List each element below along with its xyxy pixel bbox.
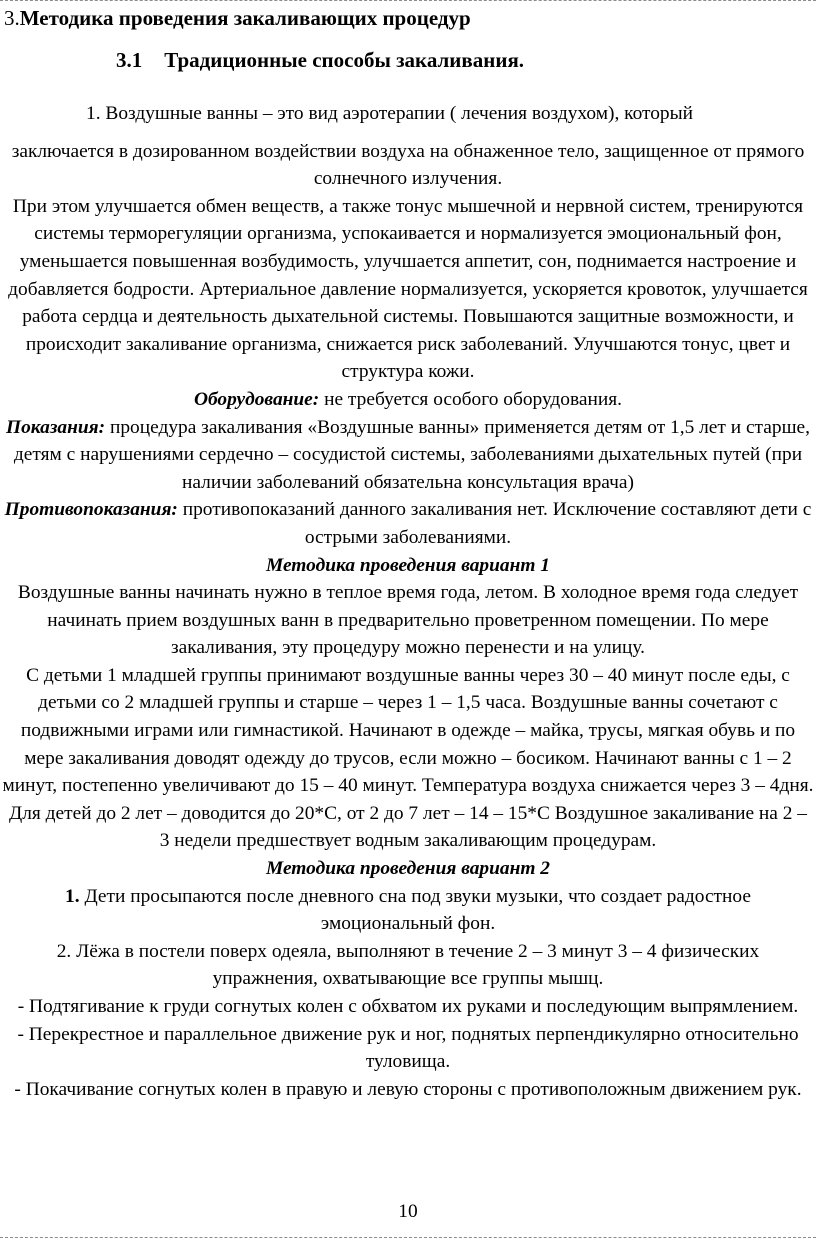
page-top-edge (0, 0, 816, 1)
benefits-paragraph: При этом улучшается обмен веществ, а также тонус мышечной и нервной систем, тренируются системы терморегуляции организма, успокаивается и нормализуется эмоциональный фон, уменьшается повышенная возбудимость, улучшается аппетит, сон, поднимается настроение и добавляется бодрости. Артериальное давление нормализуется, ускоряется кровоток, улучшается работа сердца и деятельность дыхательной системы. Повышаются защитные возможности, и происходит закаливание организма, снижается риск заболеваний. Улучшаются тонус, цвет и структура кожи. (8, 195, 808, 383)
air-baths-intro-line: 1. Воздушные ванны – это вид аэротерапии ( лечения воздухом), который (86, 103, 694, 124)
method1-paragraph-2: С детьми 1 младшей группы принимают воздушные ванны через 30 – 40 минут после еды, с детьми со 2 младшей группы и старше – через 1 – 1,5 часа. Воздушные ванны сочетают с подвижными играми или гимнастикой. Начинают в одежде – майка, трусы, мягкая обувь и по мере закаливания доводят одежду до трусов, если можно – босиком. Начинают ванны с 1 – 2 минут, постепенно увеличивают до 15 – 40 минут. Температура воздуха снижается через 3 – 4дня. Для детей до 2 лет – доводится до 20*С, от 2 до 7 лет – 14 – 15*С Воздушное закаливание на 2 – 3 недели предшествует водным закаливающим процедурам. (2, 664, 814, 852)
method2-title: Методика проведения вариант 2 (265, 858, 550, 880)
section-heading (4, 5, 471, 31)
body-text (2, 100, 814, 1103)
indications-label: Показания: (6, 416, 106, 438)
page-number: 10 (398, 1201, 418, 1222)
method2-item-1 (2, 883, 814, 938)
method1-title: Методика проведения вариант 1 (265, 554, 550, 576)
equipment-label: Оборудование: (193, 388, 320, 410)
section-number: 3. (4, 6, 20, 30)
contraindications-label: Противопоказания: (4, 499, 178, 521)
indications-paragraph (2, 414, 814, 497)
method2-bullet-1: - Подтягивание к груди согнутых колен с обхватом их руками и последующим выпрямлением. (17, 996, 799, 1017)
air-baths-intro-rest: заключается в дозированном воздействии воздуха на обнаженное тело, защищенное от прямого солнечного излучения. (11, 140, 805, 190)
method2-bullet-3: - Покачивание согнутых колен в правую и левую стороны с противоположным движением рук. (14, 1078, 802, 1100)
method2-item-2: 2. Лёжа в постели поверх одеяла, выполняют в течение 2 – 3 минут 3 – 4 физических упражнения, охватывающие все группы мышц. (56, 940, 760, 990)
indications-text: процедура закаливания «Воздушные ванны» применяется детям от 1,5 лет и старше, детям с нарушениями сердечно – сосудистой системы, заболеваниями дыхательных путей (при наличии заболеваний обязательна консультация врача) (13, 416, 810, 493)
contraindications-paragraph (2, 496, 814, 551)
section-title: Методика проведения закаливающих процедур (19, 6, 471, 30)
subsection-number: 3.1 (116, 48, 143, 72)
page-bottom-edge (0, 1237, 816, 1238)
equipment-paragraph (2, 386, 814, 414)
method2-bullet-2: - Перекрестное и параллельное движение рук и ног, поднятых перпендикулярно относительно туловища. (17, 1023, 799, 1073)
method2-item-1-number: 1. (65, 885, 80, 907)
method1-paragraph-1: Воздушные ванны начинать нужно в теплое время года, летом. В холодное время года следует начинать прием воздушных ванн в предварительно проветренном помещении. По мере закаливания, эту процедуру можно перенести и на улицу. (17, 582, 799, 659)
equipment-text: не требуется особого оборудования. (319, 388, 623, 410)
contraindications-text: противопоказаний данного закаливания нет. Исключение составляют дети с острыми заболеваниями. (177, 499, 812, 548)
subsection-title: Традиционные способы закаливания. (164, 48, 525, 72)
method2-item-1-text: Дети просыпаются после дневного сна под звуки музыки, что создает радостное эмоциональный фон. (79, 885, 751, 935)
subsection-heading (116, 48, 524, 73)
